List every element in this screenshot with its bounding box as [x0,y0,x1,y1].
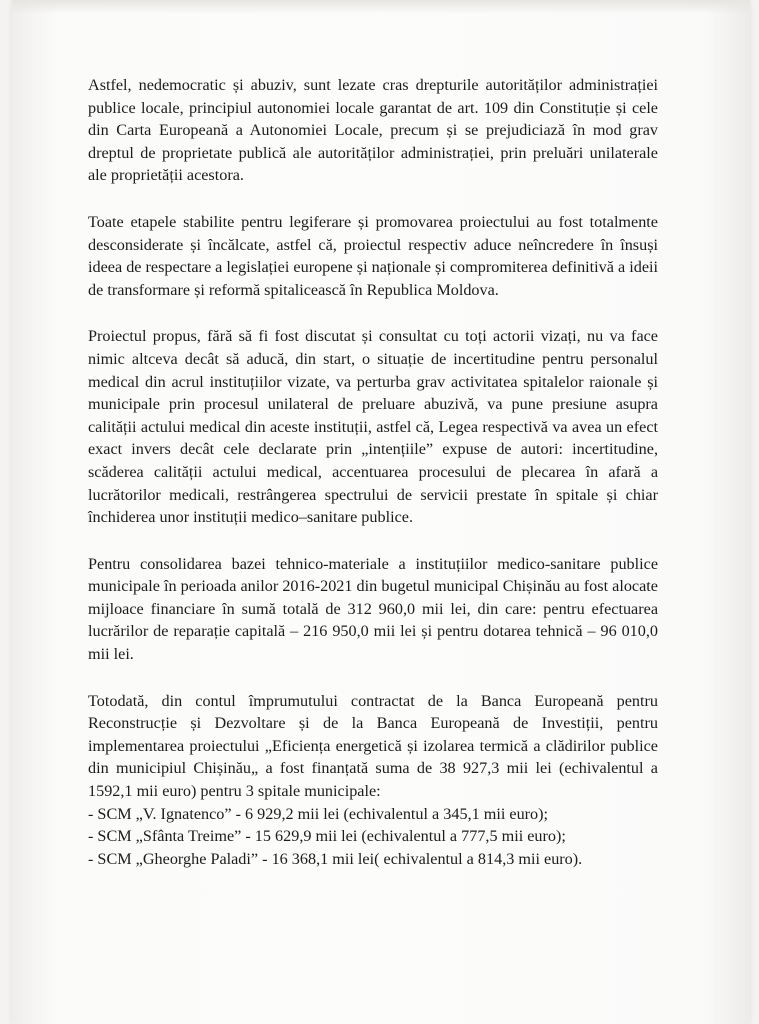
paragraph-legislation: Toate etapele stabilite pentru legiferare și promovarea proiectului au fost totalmente desconsiderate și încălcate, astfel că, proiectul respectiv aduce neîncredere în însuși ideea de respectare a legislației europene și naționale și compromiterea definitivă a ideii de transformare și reformă spitalicească în Republica Moldova. [88,212,658,299]
paragraph-loan: Totodată, din contul împrumutului contractat de la Banca Europeană pentru Reconstrucție și Dezvoltare și de la Banca Europeană de Investiții, pentru implementarea proiectului „Eficiența energetică și izolarea termică a clădirilor publice din municipiul Chișinău„ a fost finanțată suma de 38 927,3 mii lei (echivalentul a 1592,1 mii euro) pentru 3 spitale municipale: [88,691,658,801]
list-item: - SCM „Gheorghe Paladi” - 16 368,1 mii lei( echivalentul a 814,3 mii euro). [88,849,583,868]
list-item: - SCM „V. Ignatenco” - 6 929,2 mii lei (echivalentul a 345,1 mii euro); [88,804,549,823]
paragraph-budget: Pentru consolidarea bazei tehnico-materiale a instituțiilor medico-sanitare publice municipale în perioada anilor 2016-2021 din bugetul municipal Chișinău au fost alocate mijloace financiare în sumă totală de 312 960,0 mii lei, din care: pentru efectuarea lucrărilor de reparație capitală – 216 950,0 mii lei și pentru dotarea tehnică – 96 010,0 mii lei. [88,554,658,664]
list-item: - SCM „Sfânta Treime” - 15 629,9 mii lei (echivalentul a 777,5 mii euro); [88,827,566,846]
document-body [88,74,658,870]
paragraph-project-impact: Proiectul propus, fără să fi fost discutat și consultat cu toți actorii vizați, nu va face nimic altceva decât să aducă, din start, o situație de incertitudine pentru personalul medical din acrul instituțiilor vizate, va perturba grav activitatea spitalelor raionale și municipale prin procesul unilateral de preluare abuzivă, va pune presiune asupra calității actului medical din aceste instituții, astfel că, Legea respectivă va avea un efect exact invers decât cele declarate prin „intențiile” expuse de autori: incertitudine, scăderea calității actului medical, accentuarea procesului de plecarea în afară a lucrătorilor medicali, restrângerea spectrului de servicii prestate în spitale și chiar închiderea unor instituții medico–sanitare publice. [88,327,658,527]
paragraph-autonomy: Astfel, nedemocratic și abuziv, sunt lezate cras drepturile autorităților administrației publice locale, principiul autonomiei locale garantat de art. 109 din Constituție și cele din Carta Europeană a Autonomiei Locale, precum și se prejudiciază în mod grav dreptul de proprietate publică ale autorităților administrației, prin preluări unilaterale ale proprietății acestora. [88,76,658,185]
page-top-shadow [12,0,750,14]
hospital-list [88,803,658,871]
document-page [12,0,750,1024]
